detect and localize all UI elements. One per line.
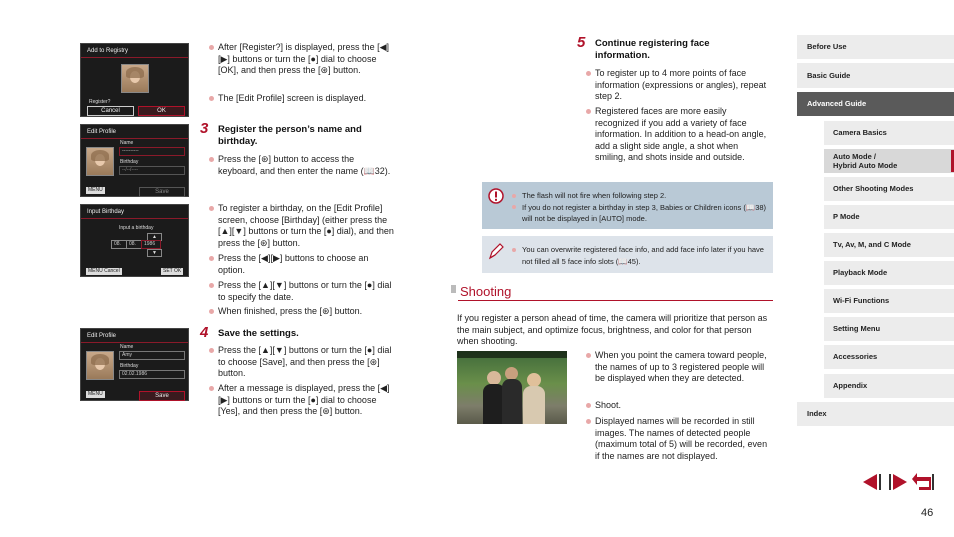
birthday-field[interactable]: --/--/---- bbox=[119, 166, 185, 175]
caution-box bbox=[482, 182, 773, 229]
screen-title: Edit Profile bbox=[87, 333, 117, 339]
name-field[interactable]: Amy bbox=[119, 351, 185, 360]
person-body bbox=[502, 379, 522, 424]
nav-p-mode[interactable]: P Mode bbox=[824, 205, 954, 229]
year-field[interactable]: 1986 bbox=[141, 240, 161, 249]
nav-index[interactable]: Index bbox=[797, 402, 954, 426]
page-number: 46 bbox=[921, 507, 934, 519]
nav-before-use[interactable]: Before Use bbox=[797, 35, 954, 59]
caution-line-2: If you do not register a birthday in step 3, Babies or Children icons (📖38) will not be displayed in [AUTO] mode. bbox=[522, 202, 770, 224]
bullet-keyboard: Press the [⊛] button to access the keyboard, and then enter the name (📖32). bbox=[218, 154, 396, 177]
bullet-birthday: To register a birthday, on the [Edit Profile] screen, choose [Birthday] (either press the [▲][▼] buttons or turn the [●] dial), and then press the [⊛] button. bbox=[218, 203, 398, 249]
note-line-1: You can overwrite registered face info, and add face info later if you have not filled all 5 face info slots (📖45). bbox=[522, 244, 767, 268]
section-marker bbox=[451, 285, 456, 293]
step-3-heading: Register the person’s name and birthday. bbox=[218, 124, 362, 147]
birthday-label: Birthday bbox=[120, 159, 139, 165]
name-label: Name bbox=[120, 344, 134, 350]
bullet-names-recorded: Displayed names will be recorded in still images. The names of detected people (maximum total of 5) will be recorded, even if the names are not displayed. bbox=[595, 416, 770, 462]
nav-camera-basics[interactable]: Camera Basics bbox=[824, 121, 954, 145]
bullet-edit-profile-shown: The [Edit Profile] screen is displayed. bbox=[218, 93, 396, 105]
birthday-label: Birthday bbox=[120, 363, 139, 369]
nav-other-shooting-modes[interactable]: Other Shooting Modes bbox=[824, 177, 954, 201]
menu-cancel-button[interactable]: MENU Cancel bbox=[88, 268, 120, 274]
name-label: Name bbox=[120, 140, 134, 146]
screen-add-to-registry bbox=[80, 43, 189, 117]
screen-edit-profile bbox=[80, 124, 189, 197]
nav-advanced-guide[interactable]: Advanced Guide bbox=[797, 92, 954, 116]
down-arrow-icon[interactable]: ▼ bbox=[147, 249, 162, 257]
step-number-5: 5 bbox=[577, 34, 586, 51]
bullet-register-ok: After [Register?] is displayed, press the [◀][▶] buttons or turn the [●] dial to choose [OK], and then press the [⊛] button. bbox=[218, 42, 396, 77]
register-question: Register? bbox=[89, 99, 111, 105]
month-field[interactable]: 08. bbox=[126, 240, 142, 249]
screen-title: Edit Profile bbox=[87, 129, 117, 135]
nav-accessories[interactable]: Accessories bbox=[824, 345, 954, 369]
bullet-register-more: To register up to 4 more points of face information (expressions or angles), repeat step 2. bbox=[595, 68, 767, 103]
bullet-finished: When finished, press the [⊛] button. bbox=[218, 306, 396, 318]
bullet-choose-option: Press the [◀][▶] buttons to choose an option. bbox=[218, 253, 396, 276]
nav-auto-mode[interactable]: Auto Mode / Hybrid Auto Mode bbox=[824, 149, 954, 173]
screen-divider bbox=[81, 57, 188, 58]
nav-wifi-functions[interactable]: Wi-Fi Functions bbox=[824, 289, 954, 313]
save-button[interactable]: Save bbox=[139, 391, 185, 401]
bullet-names-displayed: When you point the camera toward people, the names of up to 3 registered people will be displayed when they are detected. bbox=[595, 350, 770, 385]
shooting-intro: If you register a person ahead of time, the camera will prioritize that person as the main subject, and optimize focus, brightness, and color for that person when shooting. bbox=[457, 313, 768, 346]
step-number-3: 3 bbox=[200, 120, 209, 137]
bullet-specify-date: Press the [▲][▼] buttons or turn the [●] dial to specify the date. bbox=[218, 280, 396, 303]
birthday-prompt: Input a birthday bbox=[119, 225, 154, 231]
screen-divider bbox=[81, 138, 188, 139]
menu-button[interactable]: MENU bbox=[88, 391, 103, 397]
save-button[interactable]: Save bbox=[139, 187, 185, 197]
ok-button[interactable]: OK bbox=[138, 106, 185, 116]
note-box bbox=[482, 236, 773, 273]
face-photo bbox=[86, 351, 114, 380]
screen-input-birthday bbox=[80, 204, 189, 277]
nav-tv-av-m-c-mode[interactable]: Tv, Av, M, and C Mode bbox=[824, 233, 954, 257]
return-icon[interactable] bbox=[911, 472, 935, 492]
nav-basic-guide[interactable]: Basic Guide bbox=[797, 63, 954, 88]
menu-button[interactable]: MENU bbox=[88, 187, 103, 193]
name-field[interactable]: ---------- bbox=[119, 147, 185, 156]
screen-title: Add to Registry bbox=[87, 48, 129, 54]
step-4-heading: Save the settings. bbox=[218, 328, 299, 339]
bullet-variety: Registered faces are more easily recognized if you add a variety of face information. In addition to a head-on angle, add a slight side angle, a shot when smiling, and shots inside and outside. bbox=[595, 106, 767, 164]
birthday-field[interactable]: 02.02.1986 bbox=[119, 370, 185, 379]
next-page-icon[interactable] bbox=[887, 472, 909, 492]
cancel-button[interactable]: Cancel bbox=[87, 106, 134, 116]
nav-appendix[interactable]: Appendix bbox=[824, 374, 954, 398]
person-body bbox=[523, 386, 545, 424]
bullet-choose-save: Press the [▲][▼] buttons or turn the [●] dial to choose [Save], and then press the [⊛] button. bbox=[218, 345, 396, 380]
live-view-photo bbox=[457, 351, 567, 424]
face-photo bbox=[86, 147, 114, 176]
face-photo bbox=[121, 64, 149, 93]
set-ok-button[interactable]: SET OK bbox=[163, 268, 182, 274]
person-face bbox=[527, 373, 541, 387]
step-5-heading: Continue registering face information. bbox=[595, 38, 710, 61]
screen-edit-profile-filled bbox=[80, 328, 189, 401]
nav-playback-mode[interactable]: Playback Mode bbox=[824, 261, 954, 285]
caution-line-1: The flash will not fire when following step 2. bbox=[522, 191, 767, 201]
up-arrow-icon[interactable]: ▲ bbox=[147, 233, 162, 241]
section-title: Shooting bbox=[460, 284, 512, 299]
bullet-shoot: Shoot. bbox=[595, 400, 770, 412]
section-rule bbox=[458, 300, 773, 301]
step-number-4: 4 bbox=[200, 324, 209, 341]
screen-title: Input Birthday bbox=[87, 209, 125, 215]
prev-page-icon[interactable] bbox=[861, 472, 883, 492]
person-face bbox=[487, 371, 501, 385]
screen-divider bbox=[81, 342, 188, 343]
pencil-icon bbox=[487, 241, 505, 261]
screen-divider bbox=[81, 218, 188, 219]
caution-icon bbox=[488, 188, 504, 204]
bullet-choose-yes: After a message is displayed, press the [◀][▶] buttons or turn the [●] dial to choose [Yes], and then press the [⊛] button. bbox=[218, 383, 396, 418]
nav-setting-menu[interactable]: Setting Menu bbox=[824, 317, 954, 341]
day-field[interactable]: 08. bbox=[111, 240, 127, 249]
status-bar bbox=[457, 351, 567, 358]
